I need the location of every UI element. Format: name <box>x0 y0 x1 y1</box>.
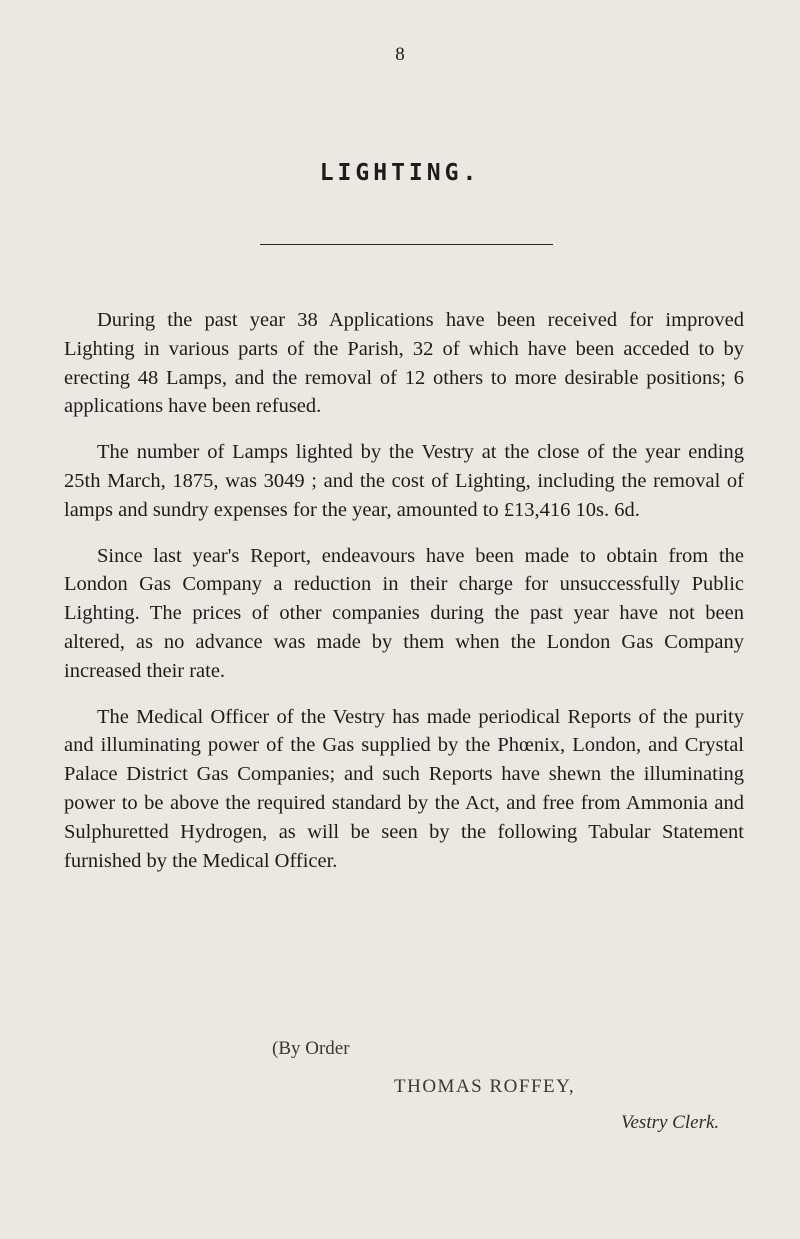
report-body <box>64 306 744 892</box>
signatory-office: Vestry Clerk. <box>621 1112 720 1133</box>
by-order-line: (By Order <box>272 1038 350 1059</box>
signatory-name: THOMAS ROFFEY, <box>394 1076 576 1097</box>
page-number: 8 <box>395 44 405 65</box>
title-divider <box>260 244 553 245</box>
paragraph-applications: During the past year 38 Applications have been received for improved Lighting in various parts of the Parish, 32 of which have been acceded to by erecting 48 Lamps, and the removal of 12 others to more desirable positions; 6 applications have been refused. <box>64 309 744 418</box>
page-title: LIGHTING. <box>319 160 481 186</box>
paragraph-gas-company: Since last year's Report, endeavours have been made to obtain from the London Gas Company a reduction in their charge for unsuccessfully Public Lighting. The prices of other companies during the past year have not been altered, as no advance was made by them when the London Gas Company increased their rate. <box>64 544 744 682</box>
paragraph-lamps-cost: The number of Lamps lighted by the Vestry at the close of the year ending 25th March, 1875, was 3049 ; and the cost of Lighting, including the removal of lamps and sundry expenses for the year, amounted to £13,416 10s. 6d. <box>64 441 744 521</box>
paragraph-medical-officer: The Medical Officer of the Vestry has made periodical Reports of the purity and illuminating power of the Gas supplied by the Phœnix, London, and Crystal Palace District Gas Companies; and such Reports have shewn the illuminating power to be above the required standard by the Act, and free from Ammonia and Sulphuretted Hydrogen, as will be seen by the following Tabular Statement furnished by the Medical Officer. <box>64 705 744 872</box>
